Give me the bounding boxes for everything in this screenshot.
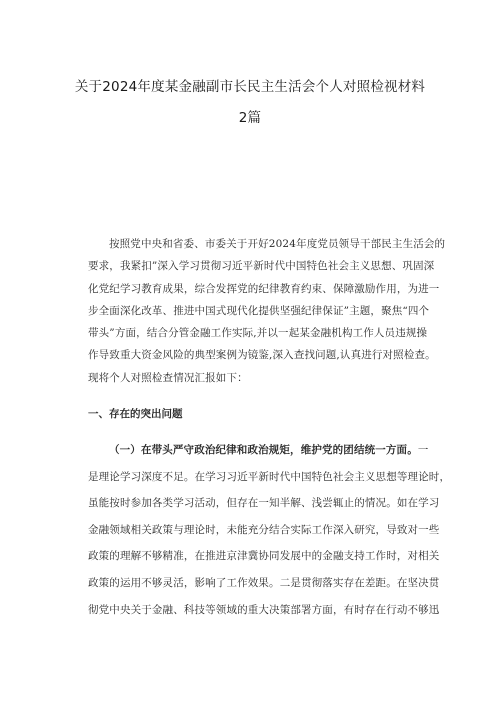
intro-line: 化党纪学习教育成果，综合发挥党的纪律教育约束、保障激励作用，为进一 [88,282,440,295]
intro-line: 现将个人对照检查情况汇报如下： [88,371,248,384]
intro-line: 步全面深化改革、推进中国式现代化提供坚强纪律保证”主题，聚焦“四个 [88,304,430,317]
section-1-line: 虽能按时参加各类学习活动，但存在一知半解、浅尝辄止的情况。如在学习 [88,497,440,510]
section-1-line: 政策的理解不够精准，在推进京津冀协同发展中的金融支持工作时，对相关 [88,550,440,563]
section-1-line: 彻党中央关于金融、科技等领域的重大决策部署方面，有时存在行动不够迅 [88,603,440,616]
section-1-line: 金融领域相关政策与理论时，未能充分结合实际工作深入研究，导致对一些 [88,523,440,536]
section-heading: 一、存在的突出问题 [88,408,183,421]
section-1-line: 政策的运用不够灵活，影响了工作效果。二是贯彻落实存在差距。在坚决贯 [88,577,440,590]
intro-line: 带头”方面，结合分管金融工作实际,并以一起某金融机构工作人员违规操 [88,327,428,340]
section-1-line: 是理论学习深度不足。在学习习近平新时代中国特色社会主义思想等理论时， [88,470,451,483]
intro-line: 要求，我紧扣”深入学习贯彻习近平新时代中国特色社会主义思想、巩固深 [88,260,435,273]
section-1-first-line-tail: 一 [417,444,429,457]
section-1-paragraph [88,437,451,623]
intro-line: 按照党中央和省委、市委关于开好2024年度党员领导干部民主生活会的 [109,238,446,250]
section-1-subheading: （一）在带头严守政治纪律和政治规矩，维护党的团结统一方面。 [109,444,418,457]
document-title-line2: 2篇 [238,110,262,126]
section-1-first-line [88,437,429,464]
document-title: 关于2024年度某金融副市长民主生活会个人对照检视材料 [74,79,426,95]
document-body [88,233,451,623]
intro-line: 作导致重大资金风险的典型案例为镜鉴,深入查找问题,认真进行对照检查。 [88,349,436,362]
intro-paragraph [88,233,446,389]
